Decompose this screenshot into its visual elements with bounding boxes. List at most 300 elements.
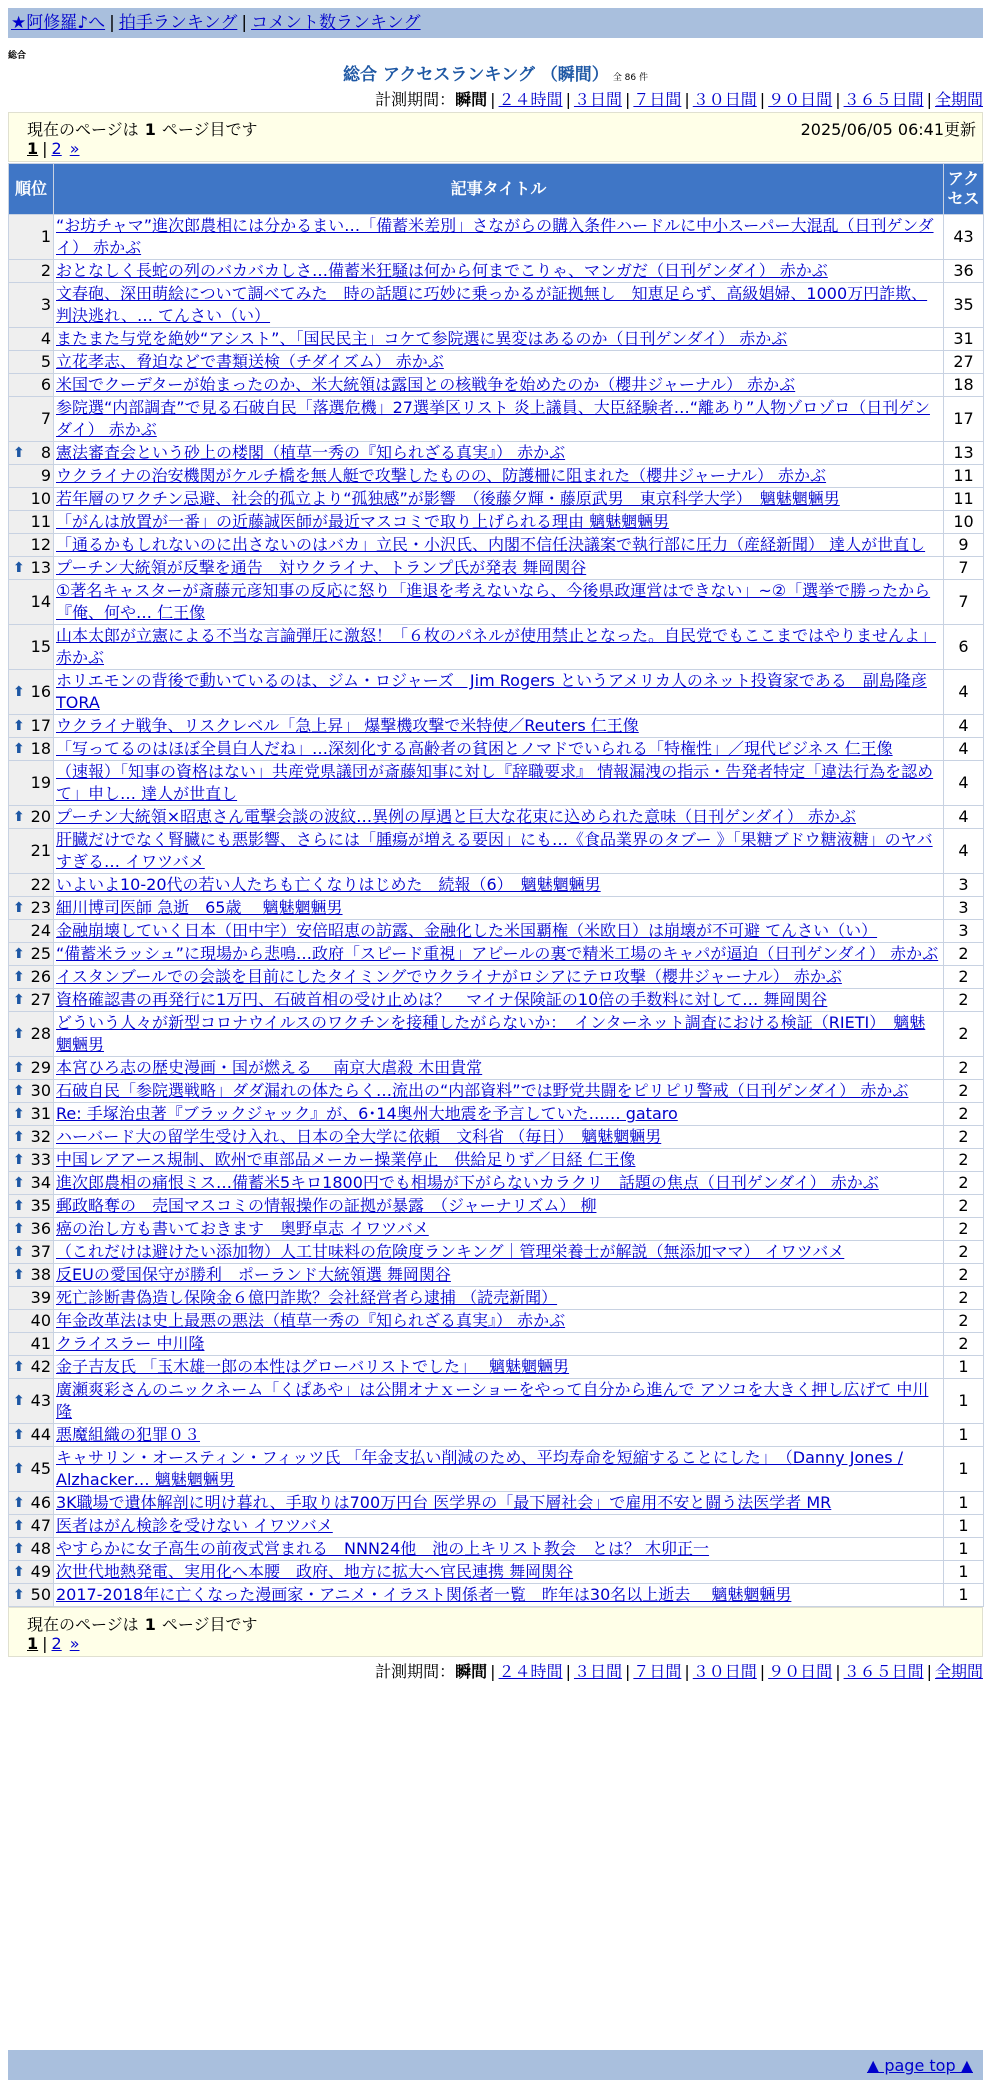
page-number-current: 1 — [27, 1634, 39, 1653]
rank-number: 8 — [40, 443, 51, 462]
title-cell — [54, 580, 944, 625]
access-count: 1 — [944, 1356, 984, 1379]
article-title-link[interactable]: 悪魔組織の犯罪０３ — [56, 1425, 201, 1444]
article-title-link[interactable]: 「通るかもしれないのに出さないのはバカ」立民・小沢氏、内閣不信任決議案で執行部に圧力（産経新聞） 達人が世直し — [56, 535, 926, 554]
access-count: 4 — [944, 715, 984, 738]
article-title-link[interactable]: “備蓄米ラッシュ”に現場から悲鳴…政府「スピード重視」アピールの裏で精米工場のキャパが逼迫（日刊ゲンダイ） 赤かぶ — [56, 944, 939, 963]
title-cell — [54, 1012, 944, 1057]
col-header-access: アクセス — [944, 164, 984, 215]
period-selector-bottom — [375, 1659, 983, 1682]
period-link[interactable]: ３０日間 — [692, 90, 757, 109]
period-link[interactable]: ２４時間 — [498, 1662, 563, 1681]
article-title-link[interactable]: キャサリン・オースティン・フィッツ氏 「年金支払い削減のため、平均寿命を短縮することにした」 （Danny Jones / Alzhacker… 魑魅魍魎男 — [56, 1448, 904, 1489]
article-title-link[interactable]: 3K職場で遺体解剖に明け暮れ、手取りは700万円台 医学界の「最下層社会」で雇用不安と闘う法医学者 MR — [56, 1493, 832, 1512]
title-cell — [54, 1561, 944, 1584]
article-title-link[interactable]: 細川博司医師 急逝 65歳 魑魅魍魎男 — [56, 898, 343, 917]
article-title-link[interactable]: 参院選“内部調査”で見る石破自民「落選危機」27選挙区リスト 炎上議員、大臣経験者…“離あり”人物ゾロゾロ（日刊ゲンダイ） 赤かぶ — [56, 398, 930, 439]
rank-number: 21 — [30, 841, 51, 860]
table-row — [9, 1126, 984, 1149]
current-page-number: 1 — [144, 120, 156, 139]
article-title-link[interactable]: ハーバード大の留学生受け入れ、日本の全大学に依頼 文科省 （毎日） 魑魅魍魎男 — [56, 1127, 662, 1146]
rank-cell — [9, 442, 54, 465]
rank-cell — [9, 1333, 54, 1356]
access-count: 2 — [944, 1080, 984, 1103]
access-count: 2 — [944, 1103, 984, 1126]
table-row — [9, 283, 984, 328]
article-title-link[interactable]: 石破自民「参院選戦略」ダダ漏れの体たらく…流出の“内部資料”では野党共闘をピリピリ警戒（日刊ゲンダイ） 赤かぶ — [56, 1081, 909, 1100]
article-title-link[interactable]: ウクライナ戦争、リスクレベル「急上昇」 爆撃機攻撃で米特使／Reuters 仁王像 — [56, 716, 639, 735]
title-cell — [54, 1103, 944, 1126]
rank-up-arrow-icon: ⬆ — [13, 1461, 25, 1477]
rank-cell — [9, 1561, 54, 1584]
article-title-link[interactable]: 2017-2018年に亡くなった漫画家・アニメ・イラスト関係者一覧 昨年は30名以上逝去 魑魅魍魎男 — [56, 1585, 792, 1604]
table-row — [9, 1287, 984, 1310]
article-title-link[interactable]: 反EUの愛国保守が勝利 ポーランド大統領選 舞岡関谷 — [56, 1265, 451, 1284]
period-selector-top — [375, 87, 983, 110]
rank-up-arrow-icon: ⬆ — [13, 1221, 25, 1237]
access-count: 4 — [944, 829, 984, 874]
article-title-link[interactable]: 資格確認書の再発行に1万円、石破首相の受け止めは？ マイナ保険証の10倍の手数料に対して… 舞岡関谷 — [56, 990, 828, 1009]
rank-cell — [9, 943, 54, 966]
article-title-link[interactable]: 廣瀬爽彩さんのニックネーム「くぱあや」は公開オナｘーショーをやって自分から進んで アソコを大きく押し広げて 中川隆 — [56, 1380, 929, 1421]
period-link[interactable]: ７日間 — [633, 1662, 682, 1681]
article-title-link[interactable]: （速報）「知事の資格はない」共産党県議団が斎藤知事に対し『辞職要求』 情報漏洩の指示・告発者特定「違法行為を認めて」申し… 達人が世直し — [56, 762, 934, 803]
pagination — [27, 139, 80, 158]
rank-up-arrow-icon: ⬆ — [13, 1564, 25, 1580]
table-row — [9, 1584, 984, 1607]
rank-number: 26 — [30, 967, 51, 986]
period-label: 計測期間： — [375, 90, 456, 109]
article-title-link[interactable]: 「写ってるのはほぼ全員白人だね」…深刻化する高齢者の貧困とノマドでいられる「特権性」／現代ビジネス 仁王像 — [56, 739, 893, 758]
table-row — [9, 1218, 984, 1241]
table-row — [9, 511, 984, 534]
table-row — [9, 1447, 984, 1492]
rank-cell — [9, 1538, 54, 1561]
rank-cell — [9, 488, 54, 511]
title-cell — [54, 557, 944, 580]
rank-number: 40 — [30, 1311, 51, 1330]
rank-cell — [9, 397, 54, 442]
rank-cell — [9, 465, 54, 488]
access-count: 1 — [944, 1447, 984, 1492]
rank-up-arrow-icon: ⬆ — [13, 1198, 25, 1214]
rank-number: 23 — [30, 898, 51, 917]
rank-number: 9 — [40, 466, 51, 485]
ranking-table — [8, 163, 984, 1607]
period-separator: | — [926, 1662, 932, 1681]
article-title-link[interactable]: 若年層のワクチン忌避、社会的孤立より“孤独感”が影響 （後藤夕輝・藤原武男 東京科学大学） 魑魅魍魎男 — [56, 489, 840, 508]
period-current: 瞬間 — [455, 90, 488, 109]
rank-number: 35 — [30, 1196, 51, 1215]
title-cell — [54, 761, 944, 806]
access-count: 10 — [944, 511, 984, 534]
article-title-link[interactable]: 癌の治し方も書いておきます 奥野卓志 イワツバメ — [56, 1219, 429, 1238]
rank-cell — [9, 580, 54, 625]
article-title-link[interactable]: “お坊チャマ”進次郎農相には分かるまい…「備蓄米差別」さながらの購入条件ハードルに中小スーパー大混乱（日刊ゲンダイ） 赤かぶ — [56, 216, 934, 257]
rank-up-arrow-icon: ⬆ — [13, 1587, 25, 1603]
period-link[interactable]: ３日間 — [573, 90, 622, 109]
title-cell — [54, 874, 944, 897]
article-title-link[interactable]: 本宮ひろ志の歴史漫画・国が燃える 南京大虐殺 木田貴常 — [56, 1058, 483, 1077]
table-row — [9, 215, 984, 260]
article-title-link[interactable]: 文春砲、深田萌絵について調べてみた 時の話題に巧妙に乗っかるが証拠無し 知恵足らず、高級娼婦、1000万円詐欺、判決逃れ、… てんさい（い） — [56, 284, 928, 325]
rank-cell — [9, 874, 54, 897]
table-row — [9, 1149, 984, 1172]
article-title-link[interactable]: ホリエモンの背後で動いているのは、ジム・ロジャーズ Jim Rogers というアメリカ人のネット投資家である 副島隆彦 TORA — [56, 671, 927, 712]
article-title-link[interactable]: おとなしく長蛇の列のバカバカしさ…備蓄米狂騒は何から何までこりゃ、マンガだ（日刊ゲンダイ） 赤かぶ — [56, 261, 828, 280]
rank-cell — [9, 989, 54, 1012]
page-number-link[interactable]: 2 — [51, 139, 62, 158]
rank-up-arrow-icon: ⬆ — [13, 1267, 25, 1283]
rank-up-arrow-icon: ⬆ — [13, 1393, 25, 1409]
article-title-link[interactable]: 年金改革法は史上最悪の悪法（植草一秀の『知られざる真実』） 赤かぶ — [56, 1311, 566, 1330]
title-cell — [54, 829, 944, 874]
category-label: 総合 — [8, 51, 27, 61]
title-cell — [54, 920, 944, 943]
period-separator: | — [490, 1662, 496, 1681]
rank-number: 27 — [30, 990, 51, 1009]
current-page-text — [27, 117, 258, 140]
rank-cell — [9, 328, 54, 351]
access-count: 3 — [944, 920, 984, 943]
table-row — [9, 1057, 984, 1080]
title-cell — [54, 1538, 944, 1561]
title-cell — [54, 1447, 944, 1492]
table-row — [9, 761, 984, 806]
rank-cell — [9, 1379, 54, 1424]
rank-number: 34 — [30, 1173, 51, 1192]
rank-up-arrow-icon: ⬆ — [13, 684, 25, 700]
rank-cell — [9, 374, 54, 397]
title-cell — [54, 670, 944, 715]
article-title-link[interactable]: 次世代地熱発電、実用化へ本腰 政府、地方に拡大へ官民連携 舞岡関谷 — [56, 1562, 574, 1581]
title-cell — [54, 351, 944, 374]
applause-ranking-link[interactable]: 拍手ランキング — [118, 13, 238, 33]
access-count: 2 — [944, 1287, 984, 1310]
rank-number: 15 — [30, 637, 51, 656]
rank-up-arrow-icon: ⬆ — [13, 445, 25, 461]
next-page-link[interactable]: » — [69, 139, 80, 158]
rank-cell — [9, 1172, 54, 1195]
current-page-text — [27, 1612, 258, 1635]
table-row — [9, 1515, 984, 1538]
rank-number: 14 — [30, 592, 51, 611]
title-cell — [54, 1080, 944, 1103]
rank-cell — [9, 260, 54, 283]
nav-separator: | — [241, 13, 248, 33]
rank-number: 12 — [30, 535, 51, 554]
access-count: 13 — [944, 442, 984, 465]
rank-number: 5 — [40, 352, 51, 371]
rank-number: 33 — [30, 1150, 51, 1169]
title-cell — [54, 625, 944, 670]
rank-number: 44 — [30, 1425, 51, 1444]
current-page-post: ページ目です — [161, 120, 258, 139]
rank-number: 30 — [30, 1081, 51, 1100]
rank-cell — [9, 829, 54, 874]
table-row — [9, 738, 984, 761]
period-link[interactable]: ２４時間 — [498, 90, 563, 109]
access-count: 17 — [944, 397, 984, 442]
pager-bottom — [8, 1607, 983, 1657]
rank-number: 37 — [30, 1242, 51, 1261]
rank-number: 17 — [30, 716, 51, 735]
table-row — [9, 897, 984, 920]
table-row — [9, 670, 984, 715]
rank-up-arrow-icon: ⬆ — [13, 900, 25, 916]
next-page-link[interactable]: » — [69, 1634, 80, 1653]
access-count: 7 — [944, 580, 984, 625]
title-cell — [54, 1126, 944, 1149]
rank-up-arrow-icon: ⬆ — [13, 560, 25, 576]
period-link[interactable]: 全期間 — [934, 1662, 983, 1681]
rank-up-arrow-icon: ⬆ — [13, 946, 25, 962]
table-row — [9, 1492, 984, 1515]
title-cell — [54, 1287, 944, 1310]
article-title-link[interactable]: 進次郎農相の痛恨ミス…備蓄米5キロ1800円でも相場が下がらないカラクリ 話題の焦点（日刊ゲンダイ） 赤かぶ — [56, 1173, 879, 1192]
rank-up-arrow-icon: ⬆ — [13, 1495, 25, 1511]
period-separator: | — [759, 1662, 766, 1681]
article-title-link[interactable]: いよいよ10-20代の若い人たちも亡くなりはじめた 続報（6） 魑魅魍魎男 — [56, 875, 601, 894]
title-cell — [54, 1424, 944, 1447]
rank-cell — [9, 715, 54, 738]
access-count: 1 — [944, 1424, 984, 1447]
access-count: 2 — [944, 1264, 984, 1287]
rank-up-arrow-icon: ⬆ — [13, 992, 25, 1008]
table-row — [9, 920, 984, 943]
rank-number: 1 — [40, 227, 51, 246]
rank-cell — [9, 761, 54, 806]
ranking-title — [0, 60, 991, 85]
rank-number: 32 — [30, 1127, 51, 1146]
top-nav-bar — [8, 8, 983, 38]
rank-number: 25 — [30, 944, 51, 963]
rank-cell — [9, 1103, 54, 1126]
article-title-link[interactable]: 山本太郎が立憲による不当な言論弾圧に激怒！「６枚のパネルが使用禁止となった。自民党でもここまではやりませんよ」 赤かぶ — [56, 626, 937, 667]
access-count: 4 — [944, 670, 984, 715]
access-count: 11 — [944, 465, 984, 488]
page-number-link[interactable]: 2 — [51, 1634, 62, 1653]
rank-number: 11 — [30, 512, 51, 531]
table-row — [9, 397, 984, 442]
rank-cell — [9, 1264, 54, 1287]
table-row — [9, 1195, 984, 1218]
title-cell — [54, 534, 944, 557]
rank-cell — [9, 1287, 54, 1310]
table-row — [9, 488, 984, 511]
rank-cell — [9, 1218, 54, 1241]
rank-number: 19 — [30, 773, 51, 792]
rank-cell — [9, 966, 54, 989]
title-cell — [54, 1356, 944, 1379]
rank-up-arrow-icon: ⬆ — [13, 1060, 25, 1076]
table-row — [9, 351, 984, 374]
article-title-link[interactable]: 肝臓だけでなく腎臓にも悪影響、さらには「腫瘍が増える要因」にも…《食品業界のタブー 》「果糖ブドウ糖液糖」のヤバすぎる… イワツバメ — [56, 830, 933, 871]
title-cell — [54, 488, 944, 511]
nav-separator: | — [109, 13, 115, 33]
period-link[interactable]: ７日間 — [633, 90, 682, 109]
article-title-link[interactable]: 米国でクーデターが始まったのか、米大統領は露国との核戦争を始めたのか（櫻井ジャーナル） 赤かぶ — [56, 375, 796, 394]
title-cell — [54, 1264, 944, 1287]
rank-cell — [9, 1012, 54, 1057]
rank-number: 29 — [30, 1058, 51, 1077]
rank-number: 49 — [30, 1562, 51, 1581]
period-link[interactable]: 全期間 — [934, 90, 983, 109]
rank-cell — [9, 557, 54, 580]
article-title-link[interactable]: 中国レアアース規制、欧州で車部品メーカー操業停止 供給足りず／日経 仁王像 — [56, 1150, 636, 1169]
article-title-link[interactable]: やすらかに女子高生の前夜式営まれる NNN24他 池の上キリスト教会 とは？ 木卯正一 — [56, 1539, 710, 1558]
article-title-link[interactable]: イスタンブールでの会談を目前にしたタイミングでウクライナがロシアにテロ攻撃（櫻井ジャーナル） 赤かぶ — [56, 967, 842, 986]
access-count: 2 — [944, 1333, 984, 1356]
rank-cell — [9, 215, 54, 260]
col-header-rank: 順位 — [9, 164, 54, 215]
rank-number: 22 — [30, 875, 51, 894]
current-page-post: ページ目です — [161, 1615, 258, 1634]
title-cell — [54, 943, 944, 966]
table-row — [9, 534, 984, 557]
table-row — [9, 580, 984, 625]
article-title-link[interactable]: 医者はがん検診を受けない イワツバメ — [56, 1516, 333, 1535]
rank-up-arrow-icon: ⬆ — [13, 1175, 25, 1191]
article-title-link[interactable]: Re: 手塚治虫著『ブラックジャック』が、6･14奥州大地震を予言していた…… gataro — [56, 1104, 678, 1123]
article-title-link[interactable]: またまた与党を絶妙“アシスト”、「国民民主」コケて参院選に異変はあるのか（日刊ゲンダイ） 赤かぶ — [56, 329, 788, 348]
period-separator: | — [684, 90, 690, 109]
table-row — [9, 1333, 984, 1356]
access-count: 3 — [944, 897, 984, 920]
page-top-link[interactable]: ▲ page top ▲ — [866, 2056, 973, 2075]
rank-up-arrow-icon: ⬆ — [13, 1083, 25, 1099]
table-row — [9, 1561, 984, 1584]
access-count: 35 — [944, 283, 984, 328]
table-row — [9, 1310, 984, 1333]
access-count: 2 — [944, 1126, 984, 1149]
period-separator: | — [926, 90, 932, 109]
title-cell — [54, 1379, 944, 1424]
period-separator: | — [835, 1662, 841, 1681]
total-count: 全 86 件 — [612, 73, 648, 83]
rank-cell — [9, 1057, 54, 1080]
rank-cell — [9, 1584, 54, 1607]
article-title-link[interactable]: プーチン大統領が反撃を通告 対ウクライナ、トランプ氏が発表 舞岡関谷 — [56, 558, 587, 577]
period-separator: | — [835, 90, 841, 109]
title-cell — [54, 1515, 944, 1538]
access-count: 1 — [944, 1584, 984, 1607]
home-link[interactable]: ★阿修羅♪へ — [11, 13, 106, 33]
article-title-link[interactable]: （これだけは避けたい添加物）人工甘味料の危険度ランキング｜管理栄養士が解説（無添加ママ） イワツバメ — [56, 1242, 845, 1261]
title-cell — [54, 1057, 944, 1080]
article-title-link[interactable]: 立花孝志、脅迫などで書類送検（チダイズム） 赤かぶ — [56, 352, 444, 371]
title-cell — [54, 806, 944, 829]
access-count: 9 — [944, 534, 984, 557]
article-title-link[interactable]: クライスラー 中川隆 — [56, 1334, 205, 1353]
article-title-link[interactable]: 金子吉友氏 「玉木雄一郎の本性はグローバリストでした」 魑魅魍魎男 — [56, 1357, 570, 1376]
period-link[interactable]: ９０日間 — [768, 1662, 833, 1681]
title-cell — [54, 397, 944, 442]
title-cell — [54, 283, 944, 328]
access-count: 27 — [944, 351, 984, 374]
rank-number: 43 — [30, 1391, 51, 1410]
rank-up-arrow-icon: ⬆ — [13, 1106, 25, 1122]
period-link[interactable]: ９０日間 — [768, 90, 833, 109]
access-count: 7 — [944, 557, 984, 580]
article-title-link[interactable]: どういう人々が新型コロナウイルスのワクチンを接種したがらないか： インターネット調査における検証（RIETI） 魑魅魍魎男 — [56, 1013, 926, 1054]
rank-cell — [9, 897, 54, 920]
table-row — [9, 829, 984, 874]
table-row — [9, 715, 984, 738]
ranking-title-text: 総合 アクセスランキング （瞬間） — [342, 65, 609, 85]
article-title-link[interactable]: ウクライナの治安機関がケルチ橋を無人艇で攻撃したものの、防護柵に阻まれた（櫻井ジャーナル） 赤かぶ — [56, 466, 827, 485]
rank-up-arrow-icon: ⬆ — [13, 1152, 25, 1168]
title-cell — [54, 738, 944, 761]
title-cell — [54, 511, 944, 534]
comment-ranking-link[interactable]: コメント数ランキング — [251, 13, 421, 33]
table-row — [9, 557, 984, 580]
rank-cell — [9, 534, 54, 557]
access-count: 43 — [944, 215, 984, 260]
pagination-separator: | — [42, 1634, 48, 1653]
period-link[interactable]: ３日間 — [573, 1662, 622, 1681]
article-title-link[interactable]: プーチン大統領×昭恵さん電撃会談の波紋…異例の厚遇と巨大な花束に込められた意味（日刊ゲンダイ） 赤かぶ — [56, 807, 856, 826]
period-link[interactable]: ３０日間 — [692, 1662, 757, 1681]
rank-number: 10 — [30, 489, 51, 508]
rank-cell — [9, 1195, 54, 1218]
access-count: 2 — [944, 1310, 984, 1333]
title-cell — [54, 1310, 944, 1333]
rank-cell — [9, 670, 54, 715]
rank-number: 38 — [30, 1265, 51, 1284]
period-link[interactable]: ３６５日間 — [843, 90, 924, 109]
title-cell — [54, 1218, 944, 1241]
footer-bar — [8, 2050, 983, 2080]
col-header-title: 記事タイトル — [54, 164, 944, 215]
access-count: 2 — [944, 989, 984, 1012]
rank-number: 3 — [40, 295, 51, 314]
access-count: 2 — [944, 1172, 984, 1195]
table-row — [9, 374, 984, 397]
table-header-row — [9, 164, 984, 215]
article-title-link[interactable]: 郵政略奪の 売国マスコミの情報操作の証拠が暴露 （ジャーナリズム） 柳 — [56, 1196, 597, 1215]
article-title-link[interactable]: 死亡診断書偽造し保険金６億円詐欺？会社経営者ら逮捕 （読売新聞） — [56, 1288, 558, 1307]
access-count: 2 — [944, 943, 984, 966]
rank-cell — [9, 920, 54, 943]
table-row — [9, 966, 984, 989]
article-title-link[interactable]: 金融崩壊していく日本（田中宇）安倍昭恵の訪露、金融化した米国覇権（米欧日）は崩壊が不可避 てんさい（い） — [56, 921, 878, 940]
title-cell — [54, 1333, 944, 1356]
rank-number: 2 — [40, 261, 51, 280]
title-cell — [54, 1584, 944, 1607]
rank-number: 24 — [30, 921, 51, 940]
table-row — [9, 1538, 984, 1561]
access-count: 4 — [944, 761, 984, 806]
period-link[interactable]: ３６５日間 — [843, 1662, 924, 1681]
period-separator: | — [624, 1662, 631, 1681]
table-row — [9, 625, 984, 670]
period-label: 計測期間： — [375, 1662, 456, 1681]
table-row — [9, 1424, 984, 1447]
article-title-link[interactable]: 憲法審査会という砂上の楼閣（植草一秀の『知られざる真実』） 赤かぶ — [56, 443, 566, 462]
period-separator: | — [565, 90, 571, 109]
rank-number: 46 — [30, 1493, 51, 1512]
article-title-link[interactable]: ①著名キャスターが斎藤元彦知事の反応に怒り「進退を考えないなら、今後県政運営はできない」~②「選挙で勝ったから『俺、何や… 仁王像 — [56, 581, 931, 622]
rank-up-arrow-icon: ⬆ — [13, 809, 25, 825]
access-count: 1 — [944, 1379, 984, 1424]
title-cell — [54, 328, 944, 351]
rank-number: 7 — [40, 409, 51, 428]
article-title-link[interactable]: 「がんは放置が一番」の近藤誠医師が最近マスコミで取り上げられる理由 魑魅魍魎男 — [56, 512, 670, 531]
title-cell — [54, 1492, 944, 1515]
title-cell — [54, 1172, 944, 1195]
rank-cell — [9, 511, 54, 534]
